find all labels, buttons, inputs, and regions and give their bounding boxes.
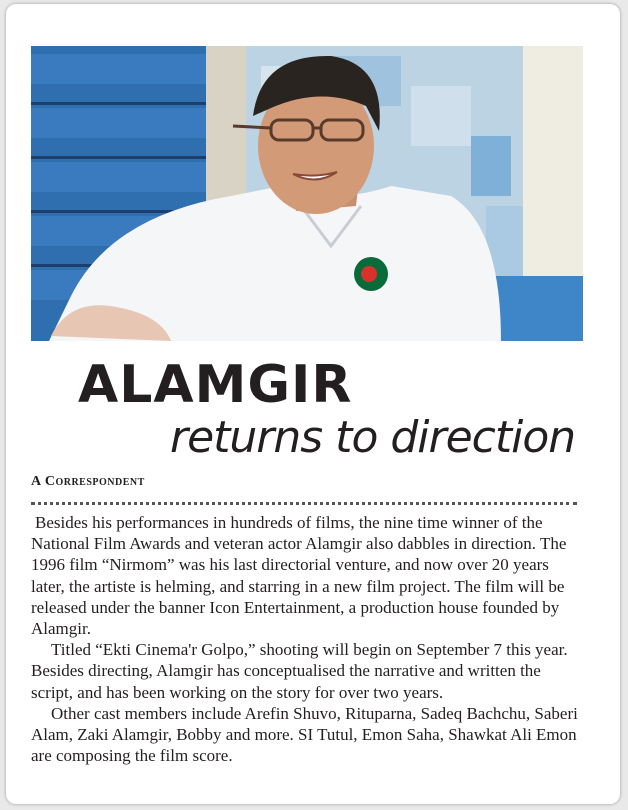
headline: ALAMGIR xyxy=(78,355,353,415)
article-photo xyxy=(31,46,583,341)
article-body xyxy=(31,512,583,766)
paragraph: Other cast members include Arefin Shuvo, Rituparna, Sadeq Bachchu, Saberi Alam, Zaki Alamgir, Bobby and more. SI Tutul, Emon Saha, Shawkat Ali Emon are composing the film score. xyxy=(31,703,578,766)
paragraph: Titled “Ekti Cinema'r Golpo,” shooting will begin on September 7 this year. Besides directing, Alamgir has conceptualised the narrative and written the script, and has been working on the story for over two years. xyxy=(31,640,568,702)
dotted-divider xyxy=(31,502,577,505)
subheadline: returns to direction xyxy=(170,412,576,463)
byline: A Correspondent xyxy=(31,474,145,489)
paragraph: Besides his performances in hundreds of films, the nine time winner of the National Film Awards and veteran actor Alamgir also dabbles in direction. The 1996 film “Nirmom” was his last directorial venture, and now over 20 years later, the artiste is helming, and starring in a new film project. The film will be released under the banner Icon Entertainment, a production house founded by Alamgir. xyxy=(31,513,567,639)
portrait-image xyxy=(31,46,583,341)
